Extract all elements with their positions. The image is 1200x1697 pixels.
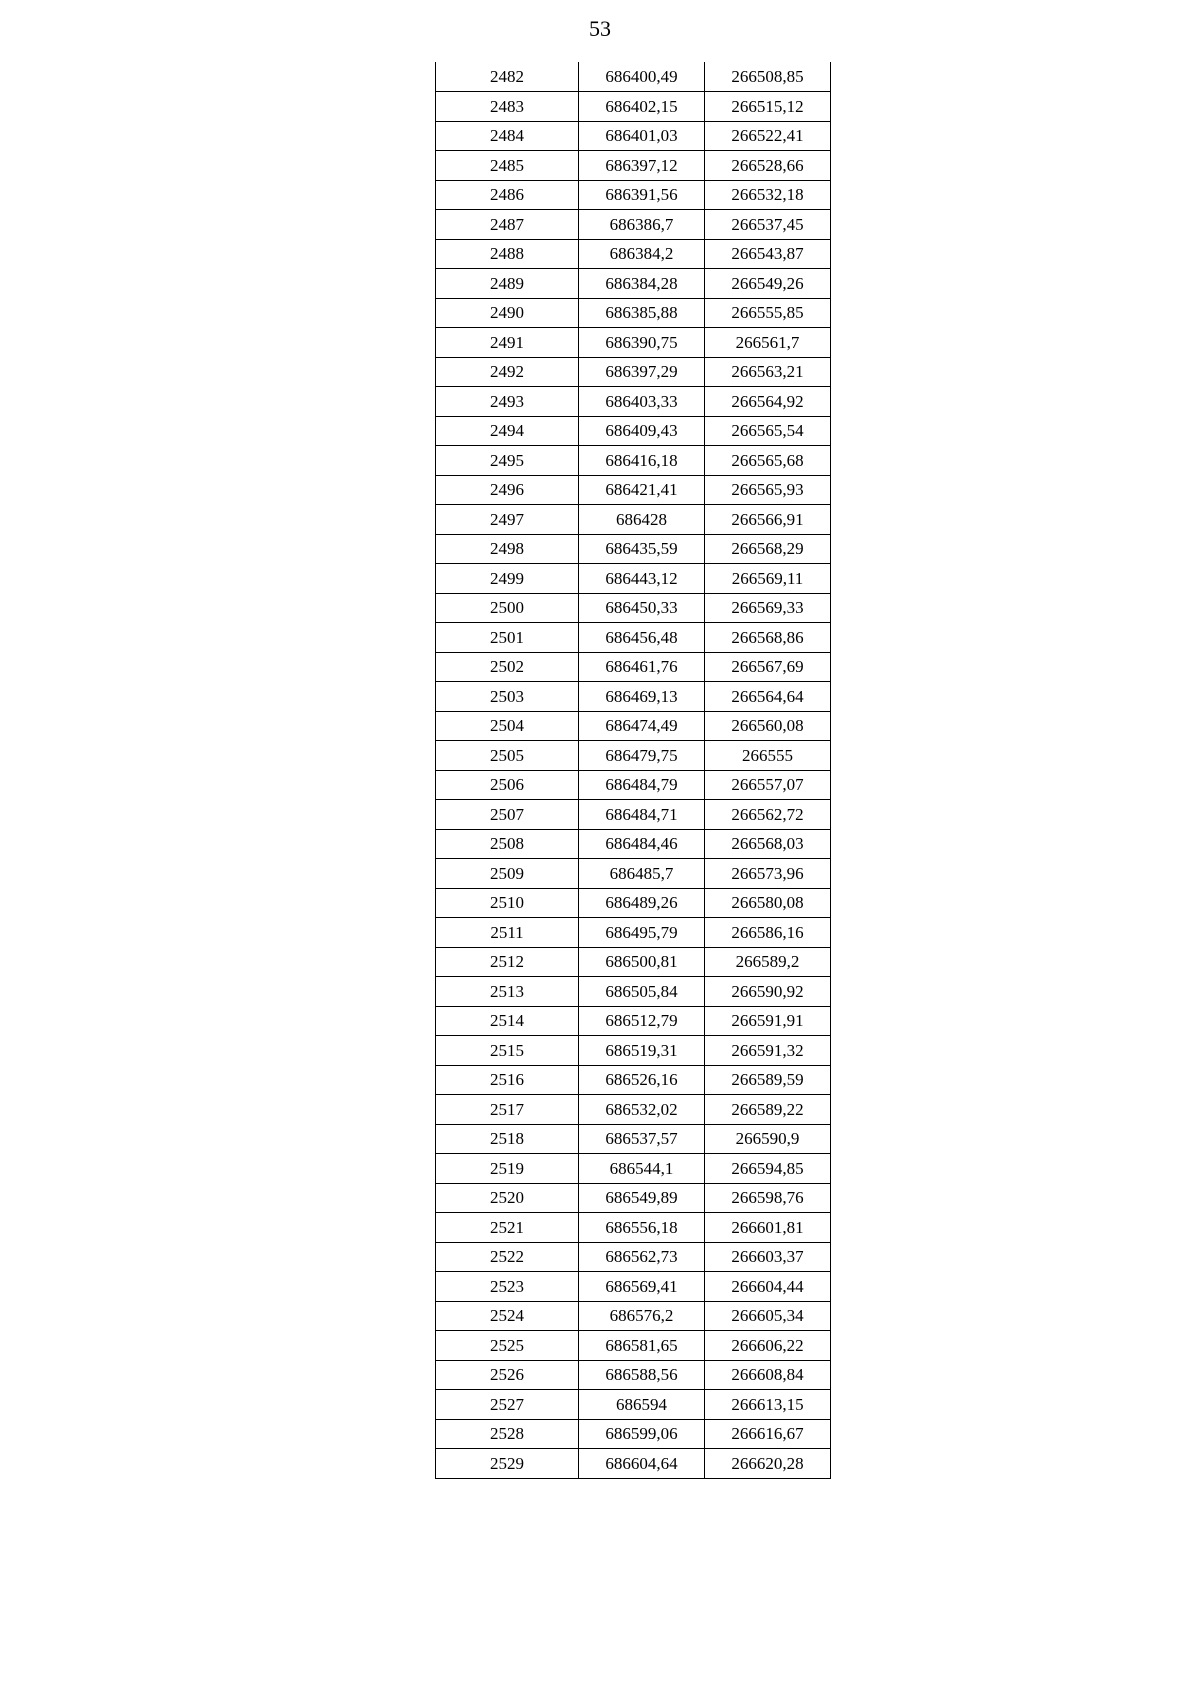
x-coordinate-cell: 686450,33 xyxy=(579,593,705,623)
y-coordinate-cell: 266566,91 xyxy=(705,505,831,535)
y-coordinate-cell: 266565,93 xyxy=(705,475,831,505)
x-coordinate-cell: 686549,89 xyxy=(579,1183,705,1213)
point-number-cell: 2482 xyxy=(436,62,579,92)
table-row xyxy=(436,180,831,210)
x-coordinate-cell: 686401,03 xyxy=(579,121,705,151)
x-coordinate-cell: 686512,79 xyxy=(579,1006,705,1036)
y-coordinate-cell: 266561,7 xyxy=(705,328,831,358)
y-coordinate-cell: 266568,03 xyxy=(705,829,831,859)
x-coordinate-cell: 686581,65 xyxy=(579,1331,705,1361)
y-coordinate-cell: 266522,41 xyxy=(705,121,831,151)
point-number-cell: 2525 xyxy=(436,1331,579,1361)
x-coordinate-cell: 686390,75 xyxy=(579,328,705,358)
y-coordinate-cell: 266591,91 xyxy=(705,1006,831,1036)
table-row xyxy=(436,711,831,741)
table-row xyxy=(436,1213,831,1243)
table-row xyxy=(436,564,831,594)
point-number-cell: 2505 xyxy=(436,741,579,771)
y-coordinate-cell: 266569,33 xyxy=(705,593,831,623)
point-number-cell: 2489 xyxy=(436,269,579,299)
point-number-cell: 2523 xyxy=(436,1272,579,1302)
y-coordinate-cell: 266569,11 xyxy=(705,564,831,594)
point-number-cell: 2494 xyxy=(436,416,579,446)
point-number-cell: 2528 xyxy=(436,1419,579,1449)
point-number-cell: 2515 xyxy=(436,1036,579,1066)
point-number-cell: 2490 xyxy=(436,298,579,328)
table-row xyxy=(436,1331,831,1361)
x-coordinate-cell: 686391,56 xyxy=(579,180,705,210)
table-row xyxy=(436,92,831,122)
x-coordinate-cell: 686479,75 xyxy=(579,741,705,771)
point-number-cell: 2492 xyxy=(436,357,579,387)
point-number-cell: 2483 xyxy=(436,92,579,122)
x-coordinate-cell: 686402,15 xyxy=(579,92,705,122)
x-coordinate-cell: 686519,31 xyxy=(579,1036,705,1066)
y-coordinate-cell: 266580,08 xyxy=(705,888,831,918)
table-row xyxy=(436,918,831,948)
point-number-cell: 2493 xyxy=(436,387,579,417)
point-number-cell: 2508 xyxy=(436,829,579,859)
page-number: 53 xyxy=(589,16,611,41)
point-number-cell: 2522 xyxy=(436,1242,579,1272)
x-coordinate-cell: 686556,18 xyxy=(579,1213,705,1243)
table-row xyxy=(436,1183,831,1213)
point-number-cell: 2512 xyxy=(436,947,579,977)
point-number-cell: 2503 xyxy=(436,682,579,712)
table-row xyxy=(436,888,831,918)
x-coordinate-cell: 686456,48 xyxy=(579,623,705,653)
table-row xyxy=(436,298,831,328)
point-number-cell: 2491 xyxy=(436,328,579,358)
x-coordinate-cell: 686484,46 xyxy=(579,829,705,859)
x-coordinate-cell: 686400,49 xyxy=(579,62,705,92)
table-row xyxy=(436,1124,831,1154)
point-number-cell: 2498 xyxy=(436,534,579,564)
y-coordinate-cell: 266565,54 xyxy=(705,416,831,446)
point-number-cell: 2514 xyxy=(436,1006,579,1036)
coordinate-table xyxy=(435,62,831,1479)
y-coordinate-cell: 266606,22 xyxy=(705,1331,831,1361)
table-row xyxy=(436,1360,831,1390)
point-number-cell: 2517 xyxy=(436,1095,579,1125)
y-coordinate-cell: 266564,92 xyxy=(705,387,831,417)
table-row xyxy=(436,1036,831,1066)
y-coordinate-cell: 266608,84 xyxy=(705,1360,831,1390)
y-coordinate-cell: 266616,67 xyxy=(705,1419,831,1449)
table-row xyxy=(436,947,831,977)
x-coordinate-cell: 686403,33 xyxy=(579,387,705,417)
y-coordinate-cell: 266613,15 xyxy=(705,1390,831,1420)
y-coordinate-cell: 266605,34 xyxy=(705,1301,831,1331)
table-row xyxy=(436,1006,831,1036)
x-coordinate-cell: 686532,02 xyxy=(579,1095,705,1125)
y-coordinate-cell: 266594,85 xyxy=(705,1154,831,1184)
table-row xyxy=(436,1154,831,1184)
table-row xyxy=(436,741,831,771)
table-row xyxy=(436,1095,831,1125)
table-row xyxy=(436,1272,831,1302)
x-coordinate-cell: 686484,71 xyxy=(579,800,705,830)
point-number-cell: 2500 xyxy=(436,593,579,623)
y-coordinate-cell: 266528,66 xyxy=(705,151,831,181)
table-row xyxy=(436,446,831,476)
y-coordinate-cell: 266589,22 xyxy=(705,1095,831,1125)
point-number-cell: 2499 xyxy=(436,564,579,594)
y-coordinate-cell: 266586,16 xyxy=(705,918,831,948)
y-coordinate-cell: 266557,07 xyxy=(705,770,831,800)
y-coordinate-cell: 266532,18 xyxy=(705,180,831,210)
y-coordinate-cell: 266568,86 xyxy=(705,623,831,653)
x-coordinate-cell: 686386,7 xyxy=(579,210,705,240)
point-number-cell: 2488 xyxy=(436,239,579,269)
y-coordinate-cell: 266555,85 xyxy=(705,298,831,328)
point-number-cell: 2495 xyxy=(436,446,579,476)
point-number-cell: 2516 xyxy=(436,1065,579,1095)
table-row xyxy=(436,121,831,151)
table-row xyxy=(436,593,831,623)
point-number-cell: 2486 xyxy=(436,180,579,210)
table-row xyxy=(436,239,831,269)
point-number-cell: 2518 xyxy=(436,1124,579,1154)
x-coordinate-cell: 686537,57 xyxy=(579,1124,705,1154)
x-coordinate-cell: 686544,1 xyxy=(579,1154,705,1184)
y-coordinate-cell: 266589,59 xyxy=(705,1065,831,1095)
point-number-cell: 2527 xyxy=(436,1390,579,1420)
x-coordinate-cell: 686428 xyxy=(579,505,705,535)
x-coordinate-cell: 686474,49 xyxy=(579,711,705,741)
table-row xyxy=(436,800,831,830)
y-coordinate-cell: 266565,68 xyxy=(705,446,831,476)
x-coordinate-cell: 686569,41 xyxy=(579,1272,705,1302)
x-coordinate-cell: 686435,59 xyxy=(579,534,705,564)
point-number-cell: 2521 xyxy=(436,1213,579,1243)
x-coordinate-cell: 686594 xyxy=(579,1390,705,1420)
y-coordinate-cell: 266543,87 xyxy=(705,239,831,269)
x-coordinate-cell: 686384,2 xyxy=(579,239,705,269)
x-coordinate-cell: 686421,41 xyxy=(579,475,705,505)
table-row xyxy=(436,652,831,682)
x-coordinate-cell: 686599,06 xyxy=(579,1419,705,1449)
y-coordinate-cell: 266549,26 xyxy=(705,269,831,299)
table-row xyxy=(436,475,831,505)
table-row xyxy=(436,1065,831,1095)
y-coordinate-cell: 266562,72 xyxy=(705,800,831,830)
table-row xyxy=(436,1242,831,1272)
table-row xyxy=(436,328,831,358)
coordinate-table-body xyxy=(436,62,831,1478)
table-row xyxy=(436,269,831,299)
point-number-cell: 2507 xyxy=(436,800,579,830)
x-coordinate-cell: 686484,79 xyxy=(579,770,705,800)
y-coordinate-cell: 266589,2 xyxy=(705,947,831,977)
table-row xyxy=(436,357,831,387)
table-row xyxy=(436,151,831,181)
point-number-cell: 2485 xyxy=(436,151,579,181)
point-number-cell: 2524 xyxy=(436,1301,579,1331)
table-row xyxy=(436,62,831,92)
y-coordinate-cell: 266537,45 xyxy=(705,210,831,240)
y-coordinate-cell: 266560,08 xyxy=(705,711,831,741)
x-coordinate-cell: 686505,84 xyxy=(579,977,705,1007)
table-row xyxy=(436,859,831,889)
y-coordinate-cell: 266515,12 xyxy=(705,92,831,122)
table-row xyxy=(436,977,831,1007)
table-row xyxy=(436,623,831,653)
x-coordinate-cell: 686461,76 xyxy=(579,652,705,682)
y-coordinate-cell: 266573,96 xyxy=(705,859,831,889)
x-coordinate-cell: 686576,2 xyxy=(579,1301,705,1331)
table-row xyxy=(436,1419,831,1449)
point-number-cell: 2502 xyxy=(436,652,579,682)
y-coordinate-cell: 266568,29 xyxy=(705,534,831,564)
table-row xyxy=(436,505,831,535)
table-row xyxy=(436,534,831,564)
x-coordinate-cell: 686443,12 xyxy=(579,564,705,594)
x-coordinate-cell: 686397,12 xyxy=(579,151,705,181)
table-row xyxy=(436,829,831,859)
y-coordinate-cell: 266555 xyxy=(705,741,831,771)
x-coordinate-cell: 686485,7 xyxy=(579,859,705,889)
y-coordinate-cell: 266563,21 xyxy=(705,357,831,387)
point-number-cell: 2520 xyxy=(436,1183,579,1213)
y-coordinate-cell: 266598,76 xyxy=(705,1183,831,1213)
table-row xyxy=(436,1390,831,1420)
table-row xyxy=(436,1301,831,1331)
y-coordinate-cell: 266590,92 xyxy=(705,977,831,1007)
table-row xyxy=(436,1449,831,1479)
x-coordinate-cell: 686588,56 xyxy=(579,1360,705,1390)
x-coordinate-cell: 686469,13 xyxy=(579,682,705,712)
table-row xyxy=(436,682,831,712)
y-coordinate-cell: 266620,28 xyxy=(705,1449,831,1479)
y-coordinate-cell: 266591,32 xyxy=(705,1036,831,1066)
x-coordinate-cell: 686489,26 xyxy=(579,888,705,918)
point-number-cell: 2501 xyxy=(436,623,579,653)
point-number-cell: 2496 xyxy=(436,475,579,505)
x-coordinate-cell: 686526,16 xyxy=(579,1065,705,1095)
y-coordinate-cell: 266590,9 xyxy=(705,1124,831,1154)
table-row xyxy=(436,387,831,417)
point-number-cell: 2519 xyxy=(436,1154,579,1184)
point-number-cell: 2526 xyxy=(436,1360,579,1390)
x-coordinate-cell: 686397,29 xyxy=(579,357,705,387)
y-coordinate-cell: 266567,69 xyxy=(705,652,831,682)
x-coordinate-cell: 686604,64 xyxy=(579,1449,705,1479)
point-number-cell: 2511 xyxy=(436,918,579,948)
point-number-cell: 2510 xyxy=(436,888,579,918)
y-coordinate-cell: 266601,81 xyxy=(705,1213,831,1243)
x-coordinate-cell: 686384,28 xyxy=(579,269,705,299)
x-coordinate-cell: 686500,81 xyxy=(579,947,705,977)
point-number-cell: 2484 xyxy=(436,121,579,151)
point-number-cell: 2529 xyxy=(436,1449,579,1479)
x-coordinate-cell: 686409,43 xyxy=(579,416,705,446)
point-number-cell: 2497 xyxy=(436,505,579,535)
y-coordinate-cell: 266564,64 xyxy=(705,682,831,712)
y-coordinate-cell: 266604,44 xyxy=(705,1272,831,1302)
x-coordinate-cell: 686562,73 xyxy=(579,1242,705,1272)
table-row xyxy=(436,210,831,240)
x-coordinate-cell: 686385,88 xyxy=(579,298,705,328)
y-coordinate-cell: 266508,85 xyxy=(705,62,831,92)
point-number-cell: 2513 xyxy=(436,977,579,1007)
point-number-cell: 2487 xyxy=(436,210,579,240)
x-coordinate-cell: 686416,18 xyxy=(579,446,705,476)
point-number-cell: 2509 xyxy=(436,859,579,889)
point-number-cell: 2506 xyxy=(436,770,579,800)
table-row xyxy=(436,416,831,446)
table-row xyxy=(436,770,831,800)
x-coordinate-cell: 686495,79 xyxy=(579,918,705,948)
y-coordinate-cell: 266603,37 xyxy=(705,1242,831,1272)
point-number-cell: 2504 xyxy=(436,711,579,741)
